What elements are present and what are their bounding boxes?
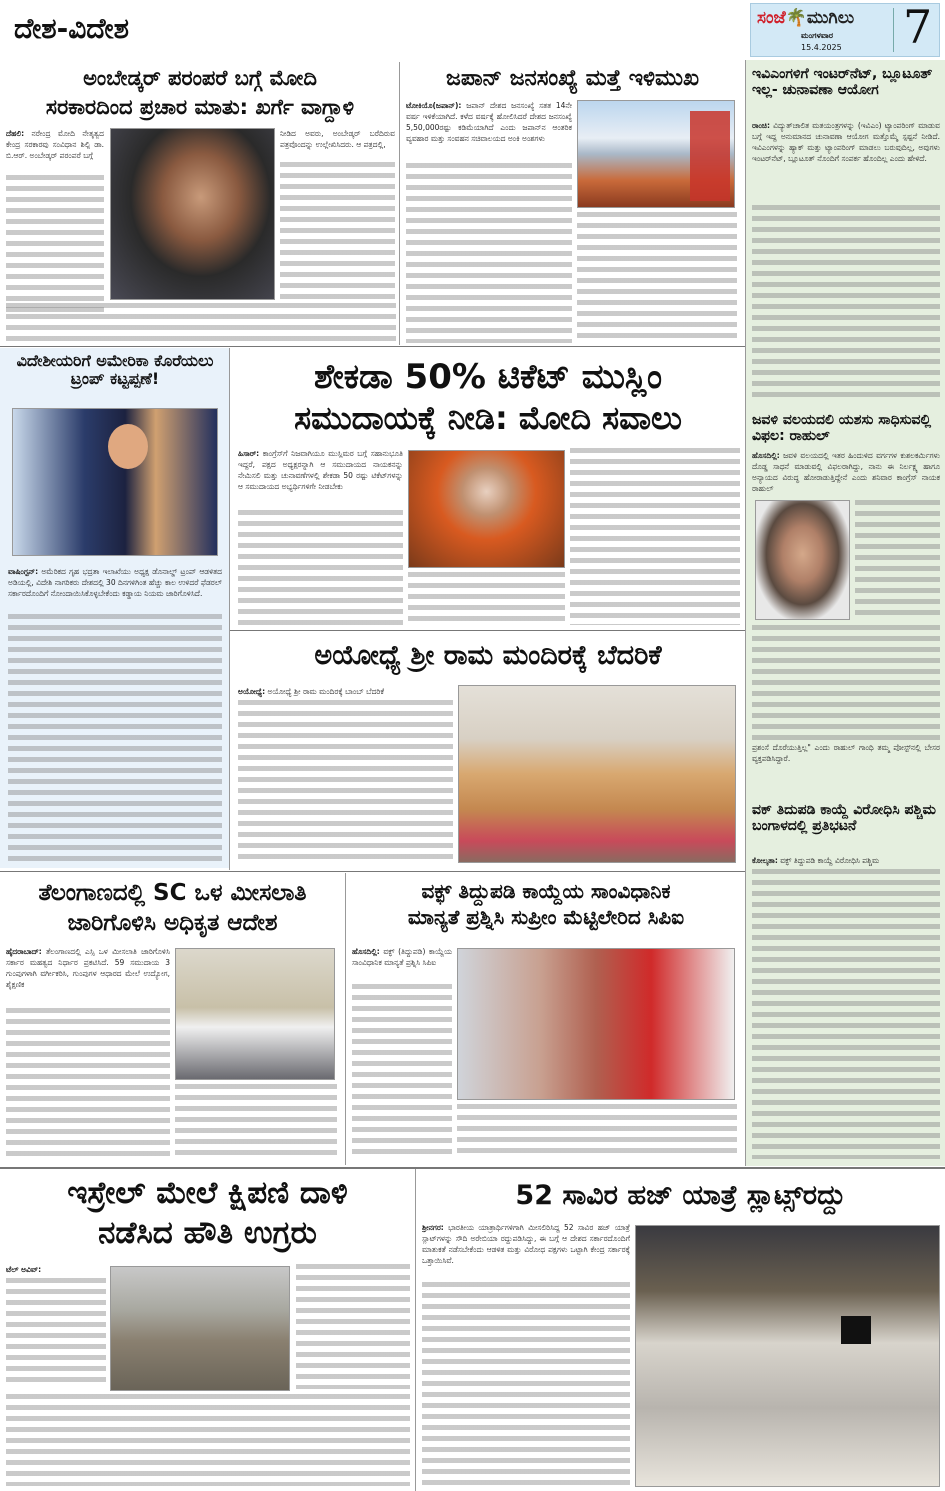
headline-kharge-1: ಅಂಬೇಡ್ಕರ್ ಪರಂಪರೆ ಬಗ್ಗೆ ಮೋದಿ [83, 66, 317, 90]
lead-text: ತೆಲಂಗಾಣದಲ್ಲಿ ಎಸ್ಸಿ ಒಳ ಮೀಸಲಾತಿ ಜಾರಿಗೊಳಿಸಿ ಸರ್ಕಾರ ಮಹತ್ವದ ನಿರ್ಧಾರ ಪ್ರಕಟಿಸಿದೆ. 59 ಸಮುದಾಯ 3 ಗುಂಪುಗಳಾಗಿ ವರ್ಗೀಕರಿಸಿ, ಗುಂಪುಗಳ ಆಧಾರದ ಮೇಲೆ ಉದ್ಯೋಗ, ಶೈಕ್ಷಣಿಕ [6, 947, 170, 989]
headline-telangana-2: ಜಾರಿಗೊಳಿಸಿ ಅಧಿಕೃತ ಆದೇಶ [67, 910, 278, 936]
article-body-japan [406, 100, 572, 160]
lead-text: ವಕ್ಫ್ (ತಿದ್ದುಪಡಿ) ಕಾಯ್ದೆಯ ಸಾಂವಿಧಾನಿಕ ಮಾನ್ಯತೆ ಪ್ರಶ್ನಿಸಿ ಸಿಪಿಐ [352, 947, 452, 967]
headline-bengal: ವಕ್ ತಿದುಪಡಿ ಕಾಯ್ದೆ ವಿರೋಧಿಸಿ ಪಶ್ಚಿಮ ಬಂಗಾಳದಲ್ಲಿ ಪ್ರತಿಭಟನೆ [752, 802, 936, 835]
article-body-haj [422, 1222, 630, 1280]
lead-text: ಕಾಂಗ್ರೆಸ್‌ಗೆ ನಿಜವಾಗಿಯೂ ಮುಸ್ಲಿಮರ ಬಗ್ಗೆ ಸಹಾನುಭೂತಿ ಇದ್ದರೆ, ಪಕ್ಷದ ಅಧ್ಯಕ್ಷರನ್ನಾಗಿ ಆ ಸಮುದಾಯದ ನಾಯಕನನ್ನು ನೇಮಿಸಲಿ ಮತ್ತು ಚುನಾವಣೆಗಳಲ್ಲಿ ಶೇಕಡಾ 50 ರಷ್ಟು ಟಿಕೆಟ್‌ಗಳನ್ನು ಆ ಸಮುದಾಯದ ಅಭ್ಯರ್ಥಿಗಳಿಗೇ ನೀಡಬೇಕು [238, 449, 403, 491]
article-body-waqf-sc [352, 946, 452, 982]
article-body-israel [6, 1264, 106, 1276]
photo-mecca-kaaba [635, 1225, 940, 1487]
headline-waqf-sc-1: ವಕ್ಫ್ ತಿದ್ದುಪಡಿ ಕಾಯ್ದೆಯ ಸಾಂವಿಧಾನಿಕ [421, 879, 671, 903]
lead-text: ನರೇಂದ್ರ ಮೋದಿ ನೇತೃತ್ವದ ಕೇಂದ್ರ ಸರಕಾರವು ಸಂವಿಧಾನ ಶಿಲ್ಪಿ ಡಾ. ಬಿ.ಆರ್. ಅಂಬೇಡ್ಕರ್ ಪರಂಪರೆ ಬಗ್ಗೆ [6, 129, 104, 160]
dateline: ಟೆಲ್ ಅವಿವ್: [6, 1265, 42, 1274]
article-body-trump [8, 566, 222, 612]
headline-israel-2: ನಡೆಸಿದ ಹೌತಿ ಉಗ್ರರು [98, 1215, 317, 1251]
article-body-ayodhya [238, 686, 453, 698]
article-body-modi [238, 448, 403, 508]
masthead-day: ಮಂಗಳವಾರ [801, 31, 834, 40]
dateline: ವಾಷಿಂಗ್ಟನ್: [8, 567, 39, 576]
lead-text: ಅಮೆರಿಕದ ಗೃಹ ಭದ್ರತಾ ಇಲಾಖೆಯು ಅಧ್ಯಕ್ಷ ಡೊನಾಲ್ಡ್ ಟ್ರಂಪ್ ಆಡಳಿತದ ಅಡಿಯಲ್ಲಿ, ವಿದೇಶಿ ನಾಗರಿಕರು ದೇಶದಲ್ಲಿ 30 ದಿನಗಳಿಗಿಂತ ಹೆಚ್ಚು ಕಾಲ ಉಳಿದರೆ ಫೆಡರಲ್ ಸರ್ಕಾರದೊಂದಿಗೆ ನೋಂದಾಯಿಸಿಕೊಳ್ಳಬೇಕೆಂದು ಕಡ್ಡಾಯ ನಿಯಮ ಜಾರಿಗೊಳಿಸಿದೆ. [8, 567, 222, 598]
headline-modi-1: ಶೇಕಡಾ 50% ಟಿಕೆಟ್ ಮುಸ್ಲಿಂ [313, 357, 663, 397]
photo-rahul-gandhi [755, 500, 850, 620]
photo-kharge [110, 128, 275, 300]
page-number: 7 [903, 0, 933, 54]
headline-israel-1: ಇಸ್ರೇಲ್ ಮೇಲೆ ಕ್ಷಿಪಣಿ ದಾಳಿ [67, 1175, 348, 1211]
headline-japan: ಜಪಾನ್ ಜನಸಂಖ್ಯೆ ಮತ್ತೆ ಇಳಿಮುಖ [446, 66, 699, 91]
dateline: ಅಯೋಧ್ಯೆ: [238, 687, 266, 696]
article-body-telangana [6, 946, 170, 1006]
headline-telangana-1: ತೆಲಂಗಾಣದಲ್ಲಿ SC ಒಳ ಮೀಸಲಾತಿ [38, 880, 307, 906]
headline-ayodhya: ಅಯೋಧ್ಯೆ ಶ್ರೀ ರಾಮ ಮಂದಿರಕ್ಕೆ ಬೆದರಿಕೆ [314, 640, 662, 671]
dateline: ಹೊಸದಿಲ್ಲಿ: [752, 451, 780, 460]
dateline: ದೆಹಲಿ: [6, 129, 25, 138]
photo-supreme-court-cpi [457, 948, 735, 1100]
headline-haj: 52 ಸಾವಿರ ಹಜ್ ಯಾತ್ರೆ ಸ್ಲಾಟ್ಸ್‌ರದ್ದು [515, 1180, 846, 1211]
article-body-bengal [752, 855, 940, 867]
photo-trump [12, 408, 218, 556]
tail-text: ಪ್ರಶಂಸೆ ದೊರೆಯುತ್ತಿಲ್ಲ" ಎಂದು ರಾಹುಲ್ ಗಾಂಧಿ ತಮ್ಮ ಪೋಸ್ಟ್‌ನಲ್ಲಿ ಬೇಸರ ವ್ಯಕ್ತಪಡಿಸಿದ್ದಾರೆ. [752, 743, 940, 763]
headline-rahul: ಜವಳಿ ವಲಯದಲಿ ಯಶಸು ಸಾಧಿಸುವಲ್ಲಿ ವಿಫಲ: ರಾಹುಲ್ [752, 412, 932, 445]
dateline: ಹೊಸದಿಲ್ಲಿ: [352, 947, 380, 956]
article-body-evm [752, 120, 940, 200]
dateline: ಶ್ರೀನಗರ: [422, 1223, 444, 1232]
headline-kharge-2: ಸರಕಾರದಿಂದ ಪ್ರಚಾರ ಮಾತು: ಖರ್ಗೆ ವಾಗ್ದಾಳಿ [45, 95, 355, 119]
dateline: ರಾಂಚಿ: [752, 121, 770, 130]
photo-mount-fuji [577, 100, 735, 208]
headline-waqf-sc-2: ಮಾನ್ಯತೆ ಪ್ರಶ್ನಿಸಿ ಸುಪ್ರೀಂ ಮೆಟ್ಟಿಲೇರಿದ ಸಿಪಿಐ [407, 905, 685, 929]
masthead-date: 15.4.2025 [801, 43, 842, 52]
dateline: ಹೈದರಾಬಾದ್: [6, 947, 42, 956]
headline-trump: ವಿದೇಶೀಯರಿಗೆ ಅಮೇರಿಕಾ ಕೊರೆಯಲು ಟ್ರಂಪ್ ಕಟ್ಟಪ್ಪಣೆ! [16, 351, 214, 389]
masthead-name-dark: ಮುಗಿಲು [806, 8, 855, 28]
photo-modi [408, 450, 565, 568]
photo-ram-mandir [458, 685, 736, 863]
photo-telangana-ceremony [175, 948, 335, 1080]
lead-text: ಭಾರತೀಯ ಯಾತ್ರಾರ್ಥಿಗಳಿಗಾಗಿ ಮೀಸಲಿರಿಸಿದ್ದ 52 ಸಾವಿರ ಹಜ್ ಯಾತ್ರೆ ಸ್ಲಾಟ್‌ಗಳನ್ನು ಸೌದಿ ಅರೇಬಿಯಾ ರದ್ದುಪಡಿಸಿದ್ದು, ಈ ಬಗ್ಗೆ ಆ ದೇಶದ ಸರ್ಕಾರದೊಂದಿಗೆ ಮಾತುಕತೆ ನಡೆಸಬೇಕೆಂದು ಆಡಳಿತ ಮತ್ತು ವಿರೋಧ ಪಕ್ಷಗಳು ಒಟ್ಟಾಗಿ ಕೇಂದ್ರ ಸರ್ಕಾರಕ್ಕೆ ಒತ್ತಾಯಿಸಿವೆ. [422, 1223, 630, 1265]
lead-text: ವಿದ್ಯುತ್‌ಚಾಲಿತ ಮತಯಂತ್ರಗಳನ್ನು (ಇವಿಎಂ) ಟ್ಯಾಂಪರಿಂಗ್ ಮಾಡುವ ಬಗ್ಗೆ ಇದ್ದ ಅನುಮಾನದ ಚುನಾವಣಾ ಆಯೋಗ ಮತ್ತೊಮ್ಮೆ ಸ್ಪಷ್ಟನೆ ನೀಡಿದೆ. ಇವಿಎಂಗಳನ್ನು ಹ್ಯಾಕ್ ಮತ್ತು ಟ್ಯಾಂಪರಿಂಗ್ ಮಾಡಲು ಬರುವುದಿಲ್ಲ, ಅವುಗಳು ಇಂಟರ್‌ನೆಟ್, ಬ್ಲೂಟೂತ್ ನೊಂದಿಗೆ ಸಂಪರ್ಕ ಹೊಂದಿಲ್ಲ ಎಂದು ಹೇಳಿದೆ. [752, 121, 940, 163]
lead-text: ಅಯೋಧ್ಯೆ ಶ್ರೀ ರಾಮ ಮಂದಿರಕ್ಕೆ ಬಾಂಬ್ ಬೆದರಿಕೆ [267, 687, 385, 696]
masthead-name-red: ಸಂಜೆ [757, 8, 786, 28]
lead-text: ಜವಳಿ ವಲಯದಲ್ಲಿ ಇತರ ಹಿಂದುಳಿದ ವರ್ಗಗಳ ಕುಶಲಕರ್ಮಿಗಳು ದೊಡ್ಡ ಸಾಧನೆ ಮಾಡುವಲ್ಲಿ ವಿಫಲರಾಗಿದ್ದು, ನಾನು ಈ ನಿರ್ಲಕ್ಷ್ಯ ಹಾಗೂ ಅನ್ಯಾಯದ ವಿರುದ್ಧ ಹೋರಾಡುತ್ತಿದ್ದೇನೆ ಎಂದು ಶನಿವಾರ ಕಾಂಗ್ರೆಸ್ ನಾಯಕ ರಾಹುಲ್ [752, 451, 940, 493]
lead-text: ಜಪಾನ್ ದೇಶದ ಜನಸಂಖ್ಯೆ ಸತತ 14ನೇ ವರ್ಷ ಇಳಿಕೆಯಾಗಿದೆ. ಕಳೆದ ವರ್ಷಕ್ಕೆ ಹೋಲಿಸಿದರೆ ದೇಶದ ಜನಸಂಖ್ಯೆ 5,50,000ರಷ್ಟು ಕಡಿಮೆಯಾಗಿದೆ ಎಂದು ಜಪಾನ್‌ನ ಆಂತರಿಕ ವ್ಯವಹಾರ ಮತ್ತು ಸಂವಹನ ಸಚಿವಾಲಯದ ಅಂಕಿ ಅಂಶಗಳು [406, 101, 572, 143]
article-tail-rahul [752, 742, 940, 766]
palm-logo-icon: 🌴 [785, 8, 807, 28]
photo-israel-strike [110, 1266, 290, 1391]
headline-evm: ಇವಿಎಂಗಳಿಗೆ ಇಂಟರ್‌ನೆಟ್, ಬ್ಲೂಟೂತ್ ಇಲ್ಲ- ಚುನಾವಣಾ ಆಯೋಗ [752, 66, 933, 99]
dateline: ಹಿಸಾರ್: [238, 449, 260, 458]
section-title: ದೇಶ-ವಿದೇಶ [14, 12, 129, 45]
article-body-rahul [752, 450, 940, 496]
lead-text: ವಕ್ಫ್ ತಿದ್ದುಪಡಿ ಕಾಯ್ದೆ ವಿರೋಧಿಸಿ ಪಶ್ಚಿಮ [780, 856, 880, 865]
dateline: ಟೋಕಿಯೊ(ಜಪಾನ್): [406, 101, 462, 110]
masthead [750, 0, 940, 57]
lead-text: ನೀಡಿದ ಅವರು, ಅಂಬೇಡ್ಕರ್ ಬರೆದಿರುವ ಪತ್ರವೊಂದನ್ನು ಉಲ್ಲೇಖಿಸಿದರು. ಆ ಪತ್ರದಲ್ಲಿ, [280, 129, 395, 149]
dateline: ಕೋಲ್ಕತಾ: [752, 856, 778, 865]
headline-modi-2: ಸಮುದಾಯಕ್ಕೆ ನೀಡಿ: ಮೋದಿ ಸವಾಲು [294, 399, 682, 437]
